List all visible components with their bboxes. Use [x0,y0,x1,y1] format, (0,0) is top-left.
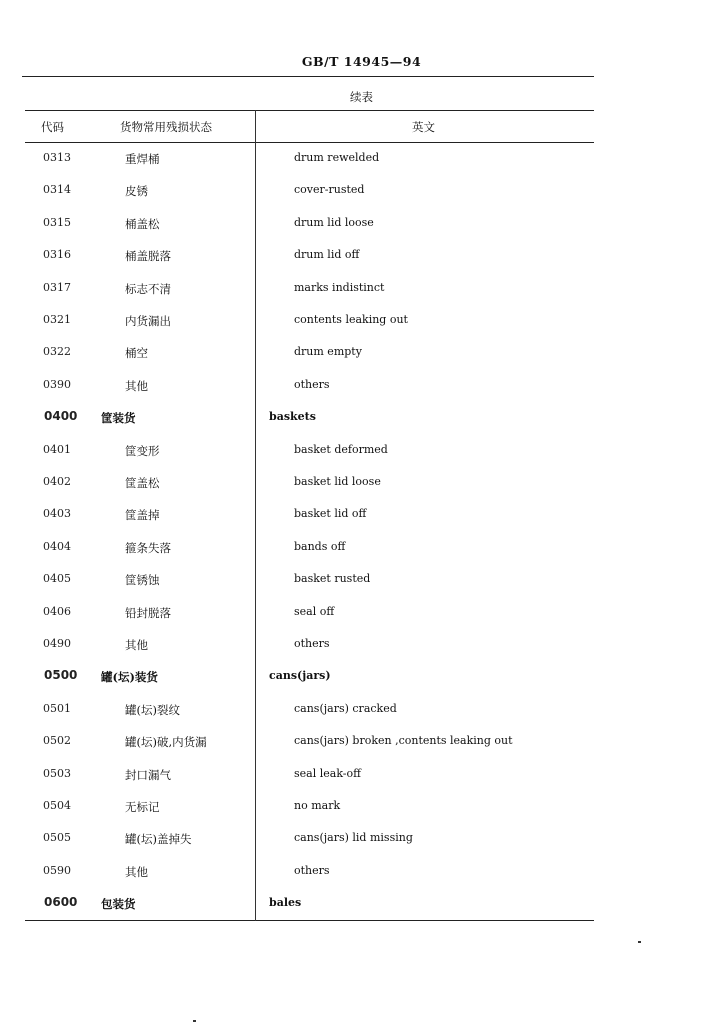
header-code: 代码 [41,120,64,134]
code-cell: 0590 [43,863,71,877]
code-cell: 0314 [43,183,71,197]
code-cell: 0600 [44,895,78,910]
english-cell: baskets [269,410,316,424]
scan-speck [638,941,641,943]
table-row [25,597,594,629]
code-cell: 0404 [43,539,71,553]
code-cell: 0321 [43,313,71,326]
state-cell: 重焊桶 [125,152,160,166]
scan-speck [193,1020,196,1022]
table-row [25,759,594,791]
state-cell: 罐(坛)裂纹 [125,702,180,717]
code-cell: 0317 [43,280,71,294]
state-cell: 桶盖松 [125,216,160,231]
header-damage-state: 货物常用残损状态 [120,120,212,134]
table-row [25,143,594,175]
code-cell: 0322 [43,345,71,359]
state-cell: 筐盖松 [125,476,160,490]
table-row [25,435,594,467]
table-row [25,791,594,823]
table-row [25,208,594,240]
code-cell: 0505 [43,831,71,845]
state-cell: 包装货 [101,897,136,912]
code-cell: 0400 [44,409,78,424]
state-cell: 其他 [125,864,148,879]
header-english: 英文 [412,120,435,134]
table-row [25,273,594,305]
state-cell: 标志不清 [125,281,171,296]
code-cell: 0390 [43,377,71,391]
table-top-rule [25,110,594,111]
code-cell: 0313 [43,151,71,164]
code-cell: 0401 [43,442,71,456]
english-cell: bands off [294,539,346,553]
table-row [25,175,594,207]
table-row [25,337,594,369]
code-cell: 0402 [43,475,71,488]
state-cell: 内货漏出 [125,314,171,328]
code-cell: 0403 [43,507,71,521]
code-cell: 0405 [43,572,71,586]
english-cell: basket lid loose [294,475,381,488]
english-cell: bales [269,896,302,910]
code-cell: 0316 [43,248,71,262]
state-cell: 其他 [125,638,148,652]
state-cell: 筐变形 [125,443,160,458]
english-cell: basket deformed [294,442,388,456]
english-cell: no mark [294,799,341,812]
english-cell: drum lid off [294,248,360,262]
table-row [25,694,594,726]
table-row [25,532,594,564]
code-cell: 0315 [43,215,71,229]
category-row [25,402,594,434]
state-cell: 箍条失落 [125,540,171,555]
english-cell: seal leak-off [294,766,361,780]
english-cell: marks indistinct [294,280,385,294]
english-cell: cans(jars) [269,669,331,683]
table-row [25,499,594,531]
table-row [25,823,594,855]
state-cell: 筐装货 [101,411,136,426]
table-row [25,370,594,402]
english-cell: seal off [294,604,335,618]
state-cell: 封口漏气 [125,767,171,782]
english-cell: cans(jars) cracked [294,701,397,715]
english-cell: others [294,637,330,650]
english-cell: cans(jars) lid missing [294,831,413,845]
state-cell: 桶盖脱落 [125,249,171,264]
code-cell: 0502 [43,734,71,748]
category-row [25,661,594,693]
english-cell: cans(jars) broken ,contents leaking out [294,734,513,748]
table-row [25,467,594,499]
category-row [25,888,594,920]
table-row [25,305,594,337]
english-cell: basket rusted [294,572,371,586]
code-cell: 0504 [43,799,71,812]
code-cell: 0500 [44,668,78,683]
english-cell: drum empty [294,345,362,359]
code-cell: 0501 [43,701,71,715]
english-cell: drum lid loose [294,215,374,229]
code-cell: 0490 [43,637,71,650]
state-cell: 筐锈蚀 [125,573,160,588]
english-cell: basket lid off [294,507,367,521]
header-rule [22,76,594,77]
code-cell: 0406 [43,604,71,618]
state-cell: 其他 [125,378,148,393]
english-cell: contents leaking out [294,313,408,326]
english-cell: others [294,377,330,391]
table-row [25,564,594,596]
english-cell: others [294,863,330,877]
table-row [25,629,594,661]
continued-table-label: 续表 [350,90,373,104]
state-cell: 罐(坛)装货 [101,670,158,685]
state-cell: 罐(坛)破,内货漏 [125,735,207,750]
code-cell: 0503 [43,766,71,780]
english-cell: cover-rusted [294,183,365,197]
table-row [25,726,594,758]
state-cell: 罐(坛)盖掉失 [125,832,192,847]
standard-code: GB/T 14945—94 [301,54,422,69]
state-cell: 桶空 [125,346,148,361]
table-row [25,240,594,272]
table-row [25,856,594,888]
english-cell: drum rewelded [294,151,380,164]
state-cell: 无标记 [125,800,160,814]
state-cell: 铅封脱落 [125,605,171,620]
state-cell: 皮锈 [125,184,148,199]
state-cell: 筐盖掉 [125,508,160,523]
